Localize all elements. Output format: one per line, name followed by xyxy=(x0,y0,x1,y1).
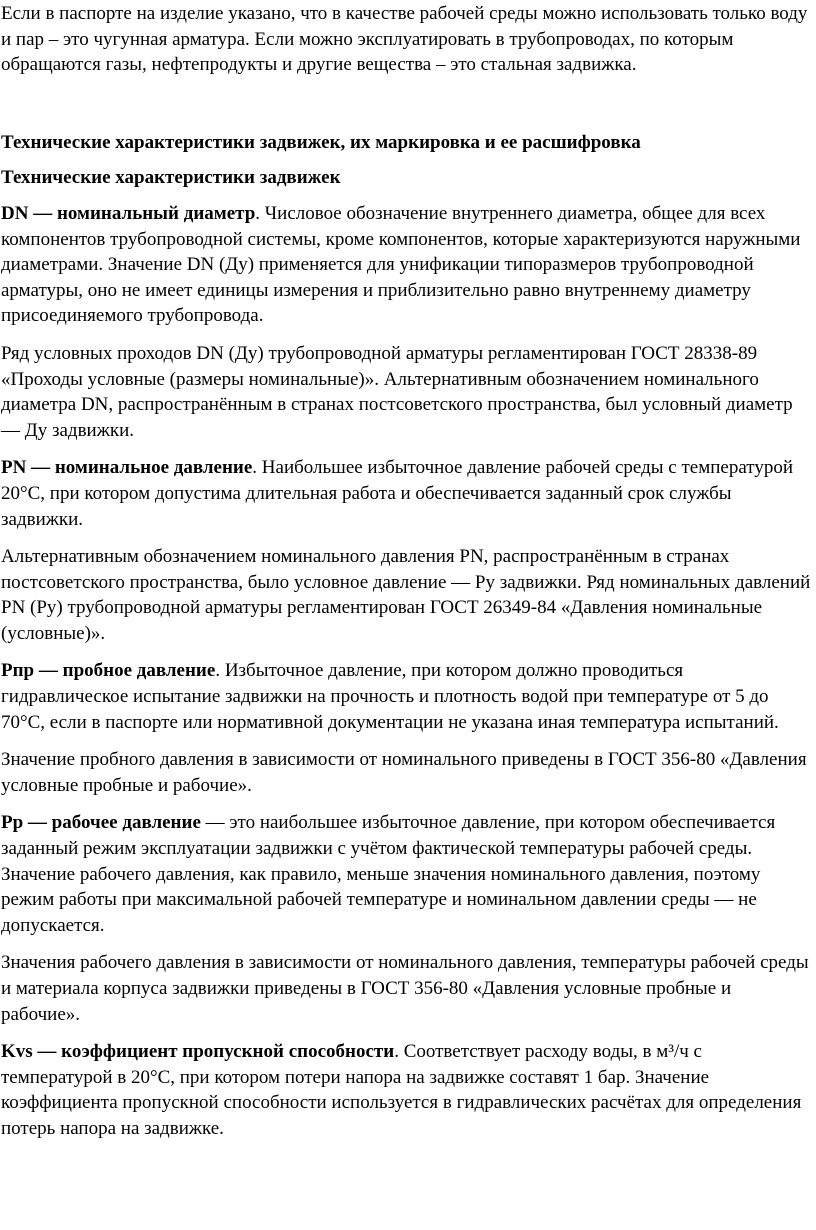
sub-heading: Технические характеристики задвижек xyxy=(1,167,341,189)
kvs-term: Kvs — коэффициент пропускной способности xyxy=(1,1041,395,1063)
ppr-text: . Избыточное давление, при котором должно проводиться гидравлическое испытание задвижки на прочность и плотность водой при температуре от 5 до 70°С, если в паспорте или нормативной документации не указана иная температура испытаний. xyxy=(1,660,779,733)
dn-series-paragraph: Ряд условных проходов DN (Ду) трубопроводной арматуры регламентирован ГОСТ 28338-89 «Проходы условные (размеры номинальные)». Альтернативным обозначением номинального диаметра DN, распространённым в странах постсоветского пространства, был условный диаметр — Ду задвижки. xyxy=(1,342,793,441)
dn-term: DN — номинальный диаметр xyxy=(1,202,256,224)
main-heading: Технические характеристики задвижек, их маркировка и ее расшифровка xyxy=(1,131,641,153)
document-page xyxy=(0,1,816,1230)
pn-alt-paragraph: Альтернативным обозначением номинального давления PN, распространённым в странах постсоветского пространства, было условное давление — Ру задвижки. Ряд номинальных давлений PN (Ру) трубопроводной арматуры регламентирован ГОСТ 26349-84 «Давления номинальные (условные)». xyxy=(1,546,811,644)
pp-values-paragraph: Значения рабочего давления в зависимости от номинального давления, температуры рабочей среды и материала корпуса задвижки приведены в ГОСТ 356-80 «Давления условные пробные и рабочие». xyxy=(1,952,809,1025)
pn-text: . Наибольшее избыточное давление рабочей среды с температурой 20°С, при котором допустима длительная работа и обеспечивается заданный срок службы задвижки. xyxy=(1,457,794,530)
pn-term: PN — номинальное давление xyxy=(1,457,253,479)
pp-text: — это наибольшее избыточное давление, при котором обеспечивается заданный режим эксплуатации задвижки с учётом фактической температуры рабочей среды. Значение рабочего давления, как правило, меньше значения номинального давления, поэтому режим работы при максимальной рабочей температуре и номинальном давлении среды — не допускается. xyxy=(1,812,776,936)
pn-paragraph xyxy=(1,455,814,532)
ppr-term: Рпр — пробное давление xyxy=(1,660,216,682)
intro-paragraph: Если в паспорте на изделие указано, что в качестве рабочей среды можно использовать только воду и пар – это чугунная арматура. Если можно эксплуатировать в трубопроводах, по которым обращаются газы, нефтепродукты и другие вещества – это стальная задвижка. xyxy=(1,3,808,76)
kvs-text: . Соответствует расходу воды, в м³/ч с температурой в 20°С, при котором потери напора на задвижке составят 1 бар. Значение коэффициента пропускной способности используется в гидравлических расчётах для определения потерь напора на задвижке. xyxy=(1,1041,802,1139)
ppr-paragraph xyxy=(1,658,814,735)
pp-term: Рр — рабочее давление xyxy=(1,812,201,834)
dn-text: . Числовое обозначение внутреннего диаметра, общее для всех компонентов трубопроводной системы, кроме компонентов, которые характеризуются наружными диаметрами. Значение DN (Ду) применяется для унификации типоразмеров трубопроводной арматуры, оно не имеет единицы измерения и приблизительно равно внутреннему диаметру присоединяемого трубопровода. xyxy=(1,202,801,327)
pp-paragraph xyxy=(1,810,814,938)
ppr-values-paragraph: Значение пробного давления в зависимости от номинального приведены в ГОСТ 356-80 «Давления условные пробные и рабочие». xyxy=(1,749,807,796)
dn-paragraph xyxy=(1,201,814,329)
kvs-paragraph xyxy=(1,1039,814,1141)
